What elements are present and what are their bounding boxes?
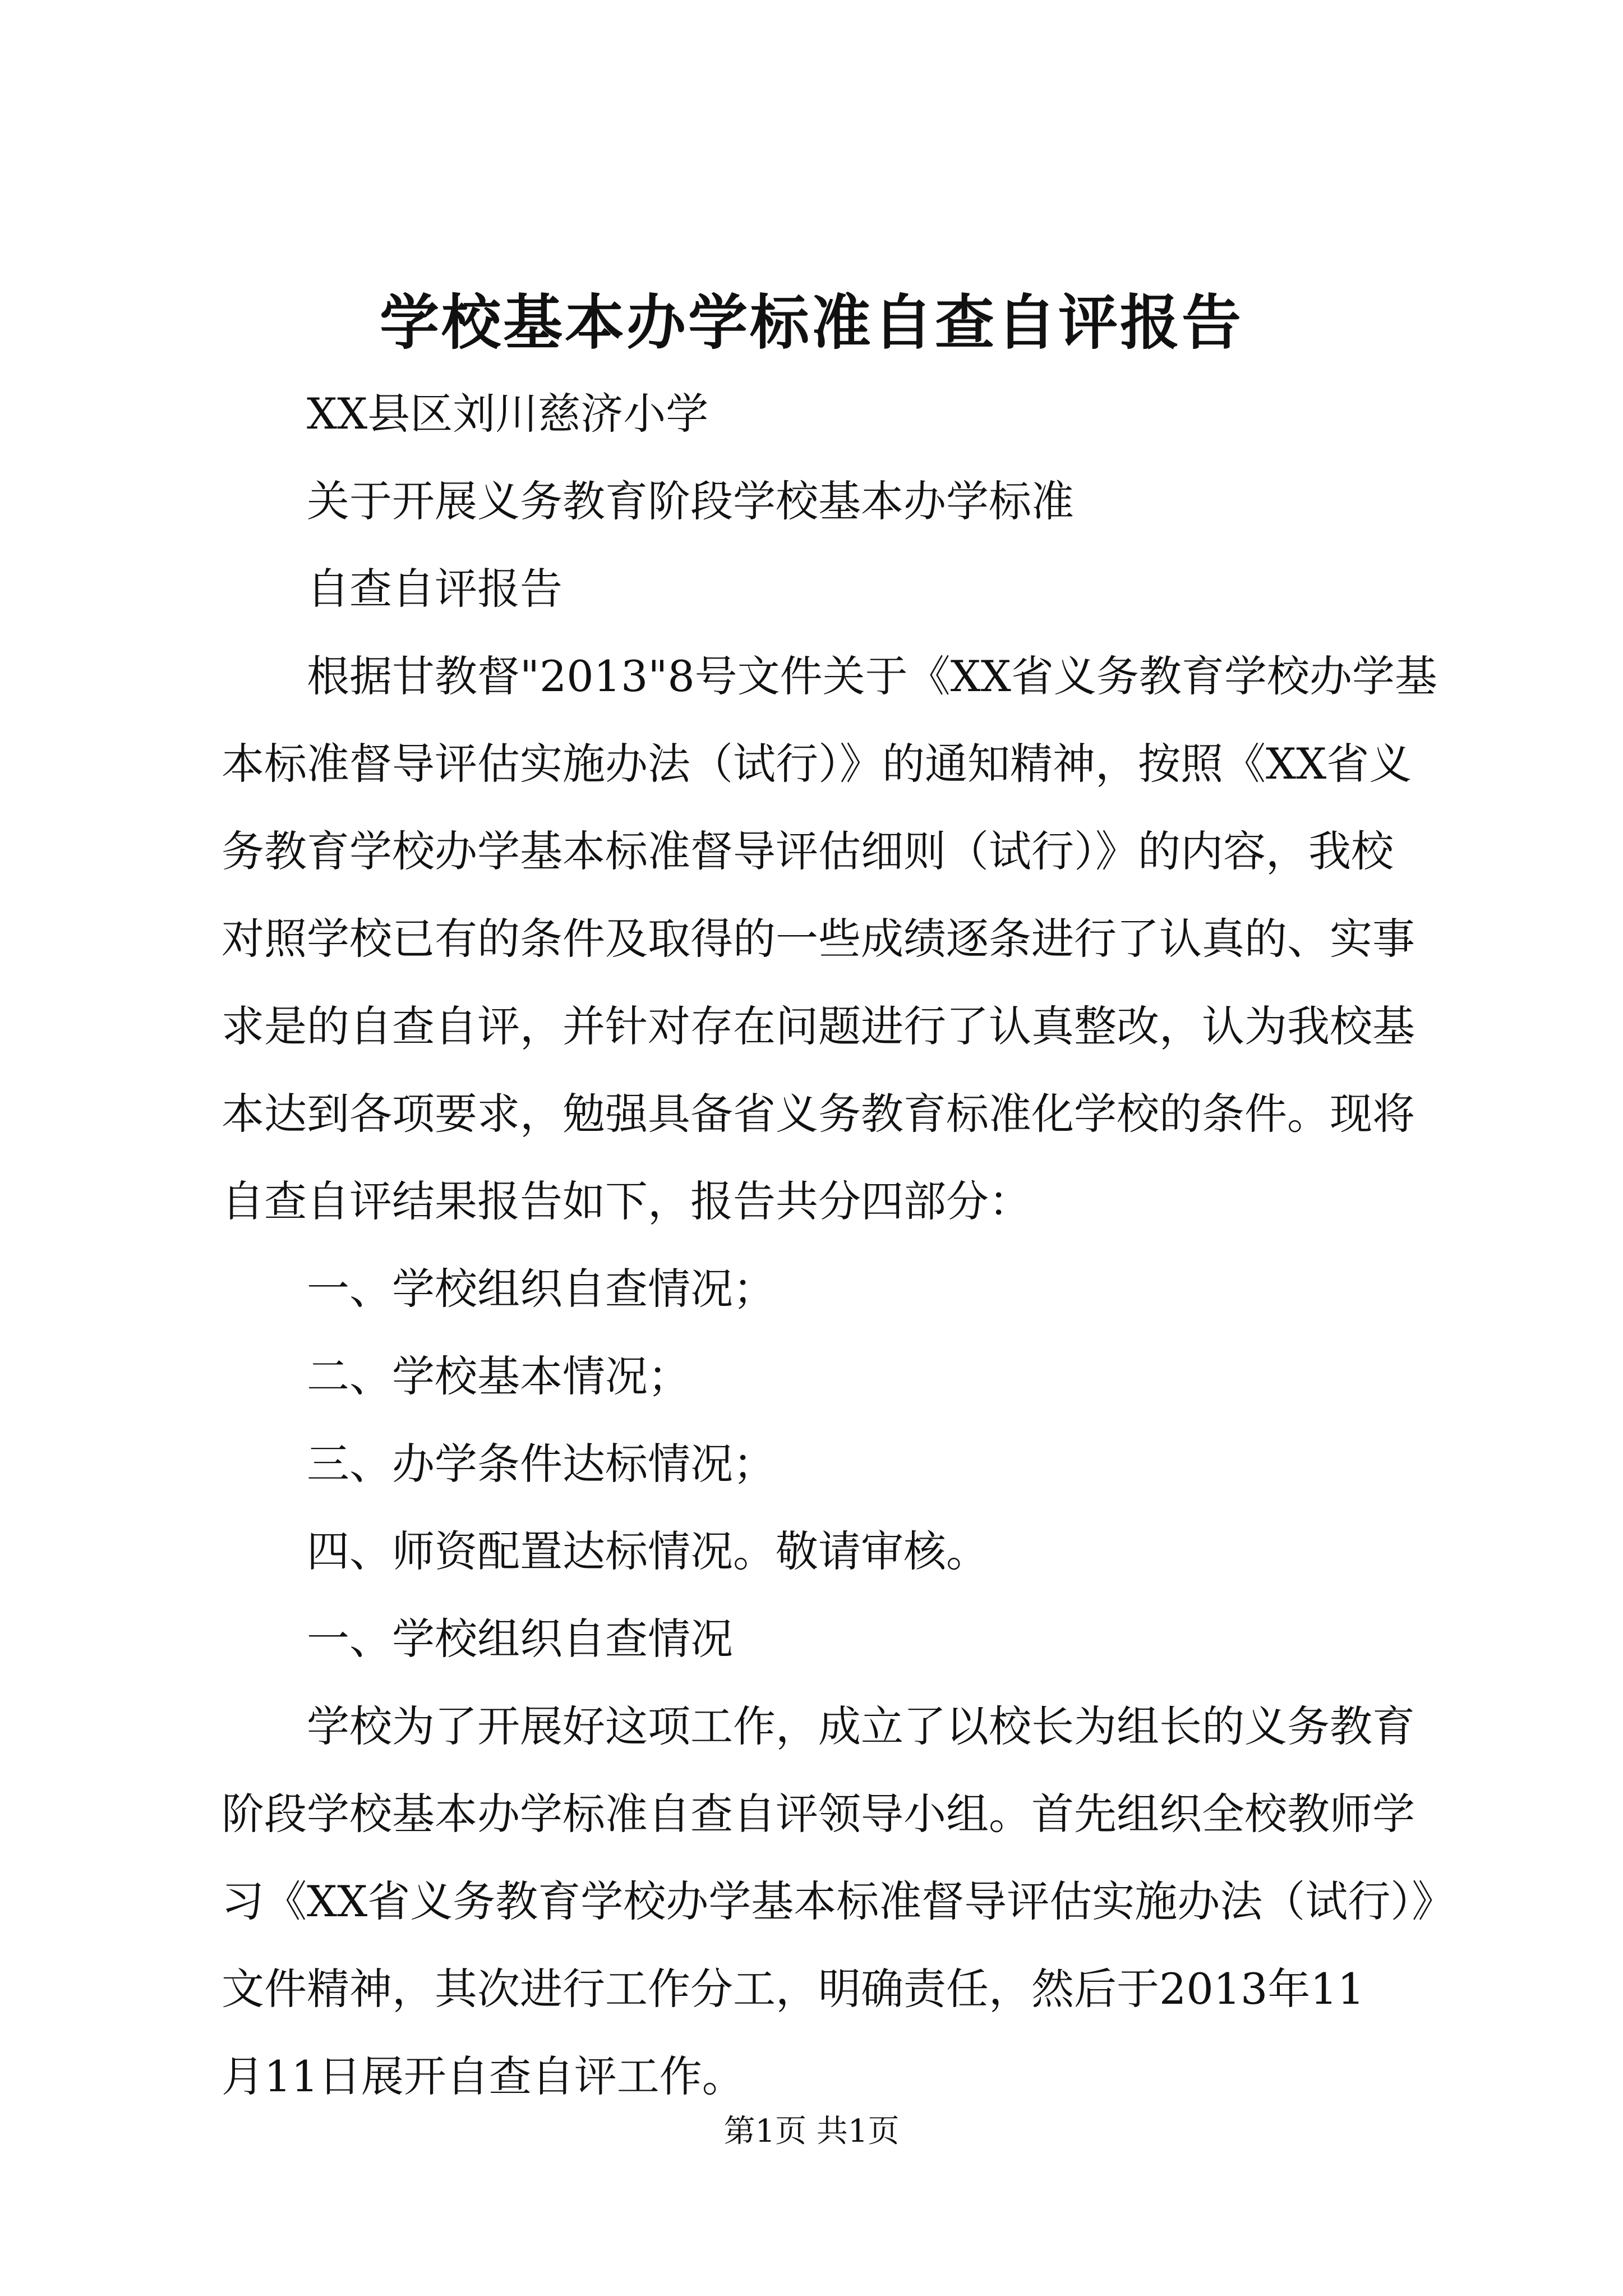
paragraph-2-line: 学校为了开展好这项工作，成立了以校长为组长的义务教育 [307,1701,1415,1751]
paragraph-1-line: 本标准督导评估实施办法（试行）》的通知精神，按照《XX省义 [222,739,1412,789]
paragraph-1-line: 根据甘教督"2013"8号文件关于《XX省义务教育学校办学基 [307,651,1437,701]
outline-item-1: 一、学校组织自查情况； [307,1264,776,1314]
outline-item-3: 三、办学条件达标情况； [307,1439,776,1489]
subtitle-line-2: 自查自评报告 [307,564,562,614]
section-heading-1: 一、学校组织自查情况 [307,1614,733,1664]
document-title: 学校基本办学标准自查自评报告 [380,287,1243,357]
paragraph-2-line: 月11日展开自查自评工作。 [222,2051,745,2101]
document-body [222,370,1461,2120]
paragraph-1-line: 求是的自查自评，并针对存在问题进行了认真整改，认为我校基 [222,1001,1415,1051]
paragraph-2-line: 文件精神，其次进行工作分工，明确责任，然后于2013年11 [222,1964,1365,2014]
subtitle-line-1: 关于开展义务教育阶段学校基本办学标准 [307,476,1074,526]
paragraph-1-line: 本达到各项要求，勉强具备省义务教育标准化学校的条件。现将 [222,1089,1415,1139]
outline-item-4: 四、师资配置达标情况。敬请审核。 [307,1526,989,1576]
paragraph-2-line: 阶段学校基本办学标准自查自评领导小组。首先组织全校教师学 [222,1789,1415,1839]
paragraph-1-line: 自查自评结果报告如下，报告共分四部分： [222,1176,1031,1226]
paragraph-1-line: 对照学校已有的条件及取得的一些成绩逐条进行了认真的、实事 [222,914,1415,964]
school-name-line: XX县区刘川慈济小学 [307,389,709,439]
page-footer: 第1页 共1页 [723,2113,900,2150]
outline-item-2: 二、学校基本情况； [307,1351,690,1401]
paragraph-1-line: 务教育学校办学基本标准督导评估细则（试行）》的内容，我校 [222,826,1394,876]
paragraph-2-line: 习《XX省义务教育学校办学基本标准督导评估实施办法（试行）》 [222,1876,1455,1926]
